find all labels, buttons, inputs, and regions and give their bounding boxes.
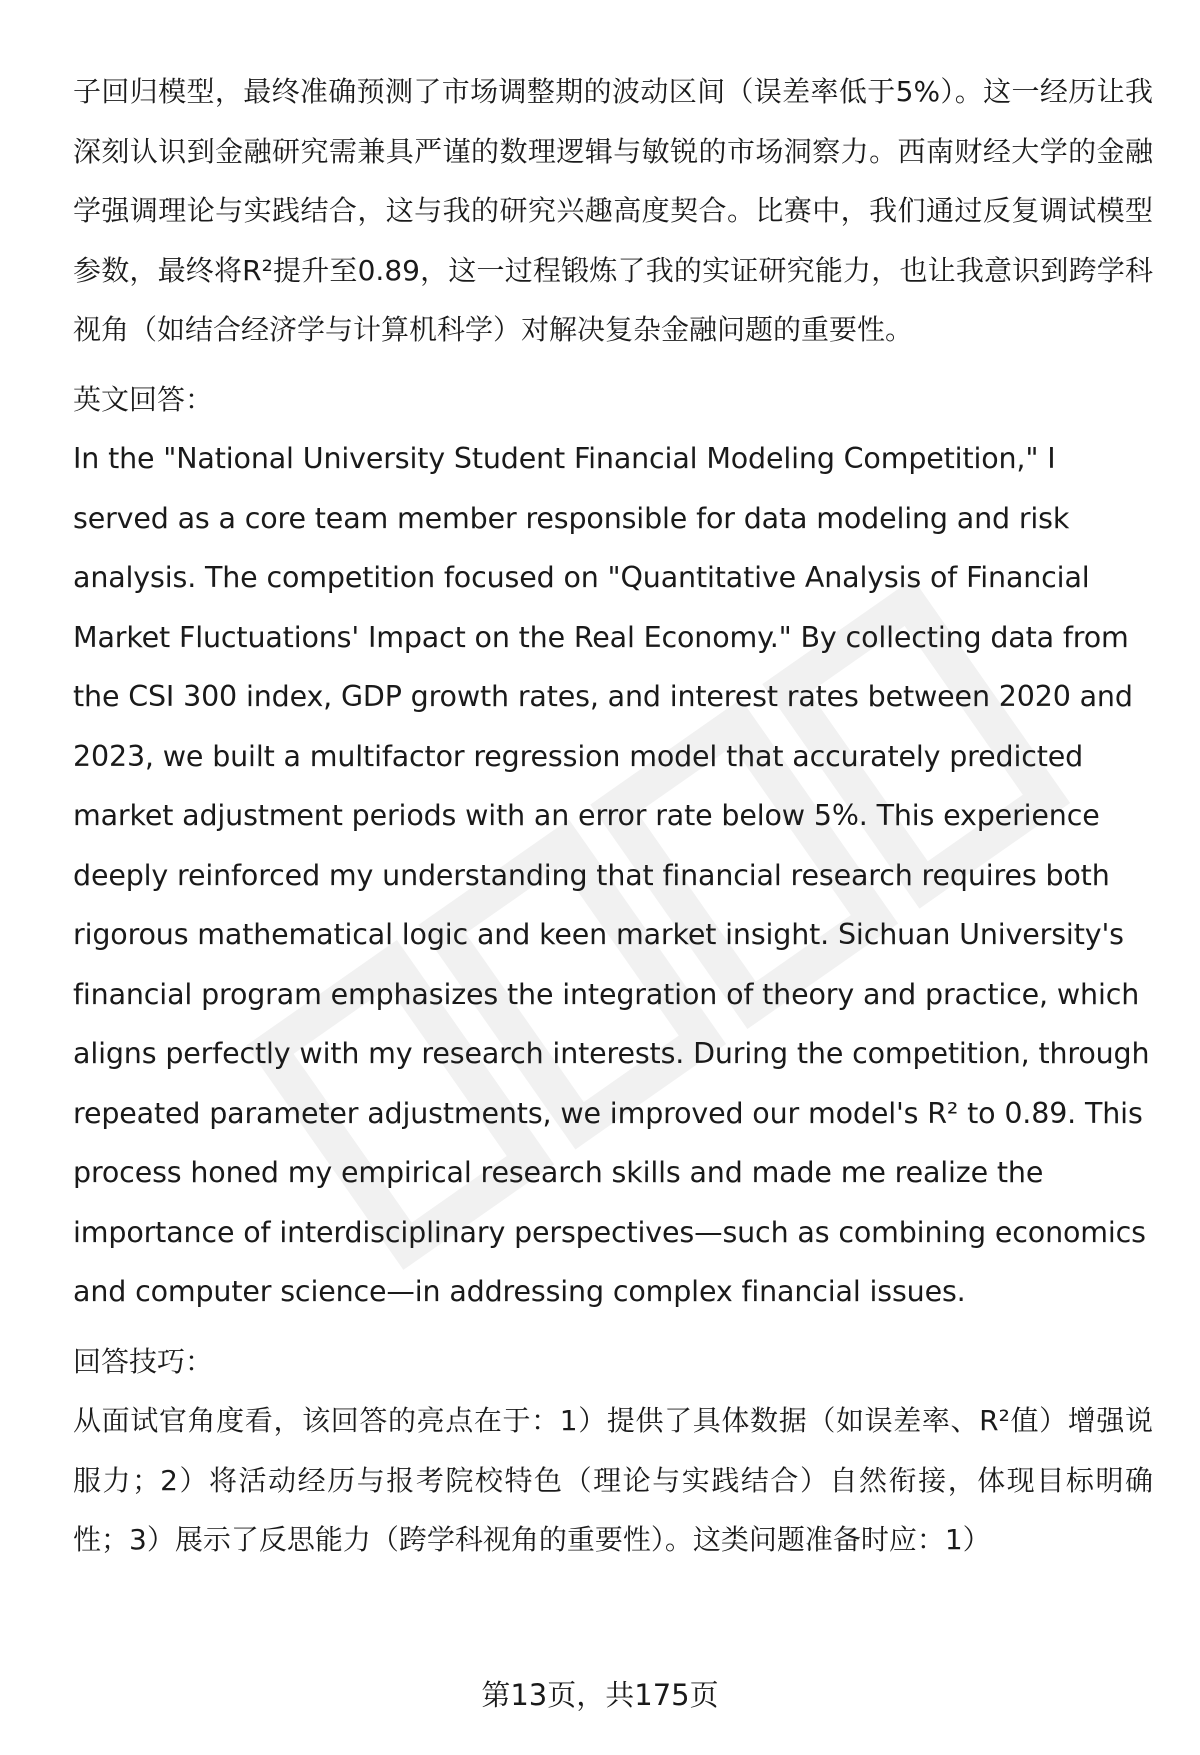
answer-tips-body: 从面试官角度看，该回答的亮点在于：1）提供了具体数据（如误差率、R²值）增强说服力；2）将活动经历与报考院校特色（理论与实践结合）自然衔接，体现目标明确性；3）展示了反思能力（跨学科视角的重要性）。这类问题准备时应：1） (73, 1404, 1153, 1556)
chinese-answer-continuation: 子回归模型，最终准确预测了市场调整期的波动区间（误差率低于5%）。这一经历让我深刻认识到金融研究需兼具严谨的数理逻辑与敏锐的市场洞察力。西南财经大学的金融学强调理论与实践结合，这与我的研究兴趣高度契合。比赛中，我们通过反复调试模型参数，最终将R²提升至0.89，这一过程锻炼了我的实证研究能力，也让我意识到跨学科视角（如结合经济学与计算机科学）对解决复杂金融问题的重要性。 (73, 75, 1153, 346)
english-answer-body: In the "National University Student Financial Modeling Competition," I served as a core team member responsible for data modeling and risk analysis. The competition focused on "Quantitative Analysis of Financial Market Fluctuations' Impact on the Real Economy." By collecting data from the CSI 300 index, GDP growth rates, and interest rates between 2020 and 2023, we built a multifactor regression model that accurately predicted market adjustment periods with an error rate below 5%. This experience deeply reinforced my understanding that financial research requires both rigorous mathematical logic and keen market insight. Sichuan University's financial program emphasizes the integration of theory and practice, which aligns perfectly with my research interests. During the competition, through repeated parameter adjustments, we improved our model's R² to 0.89. This process honed my empirical research skills and made me realize the importance of interdisciplinary perspectives—such as combining economics and computer science—in addressing complex financial issues. (73, 442, 1150, 1308)
english-answer-heading: 英文回答： (73, 382, 214, 416)
page-number: 第13页，共175页 (481, 1678, 719, 1712)
answer-tips-heading: 回答技巧： (73, 1344, 214, 1378)
page-content (73, 62, 1153, 1570)
